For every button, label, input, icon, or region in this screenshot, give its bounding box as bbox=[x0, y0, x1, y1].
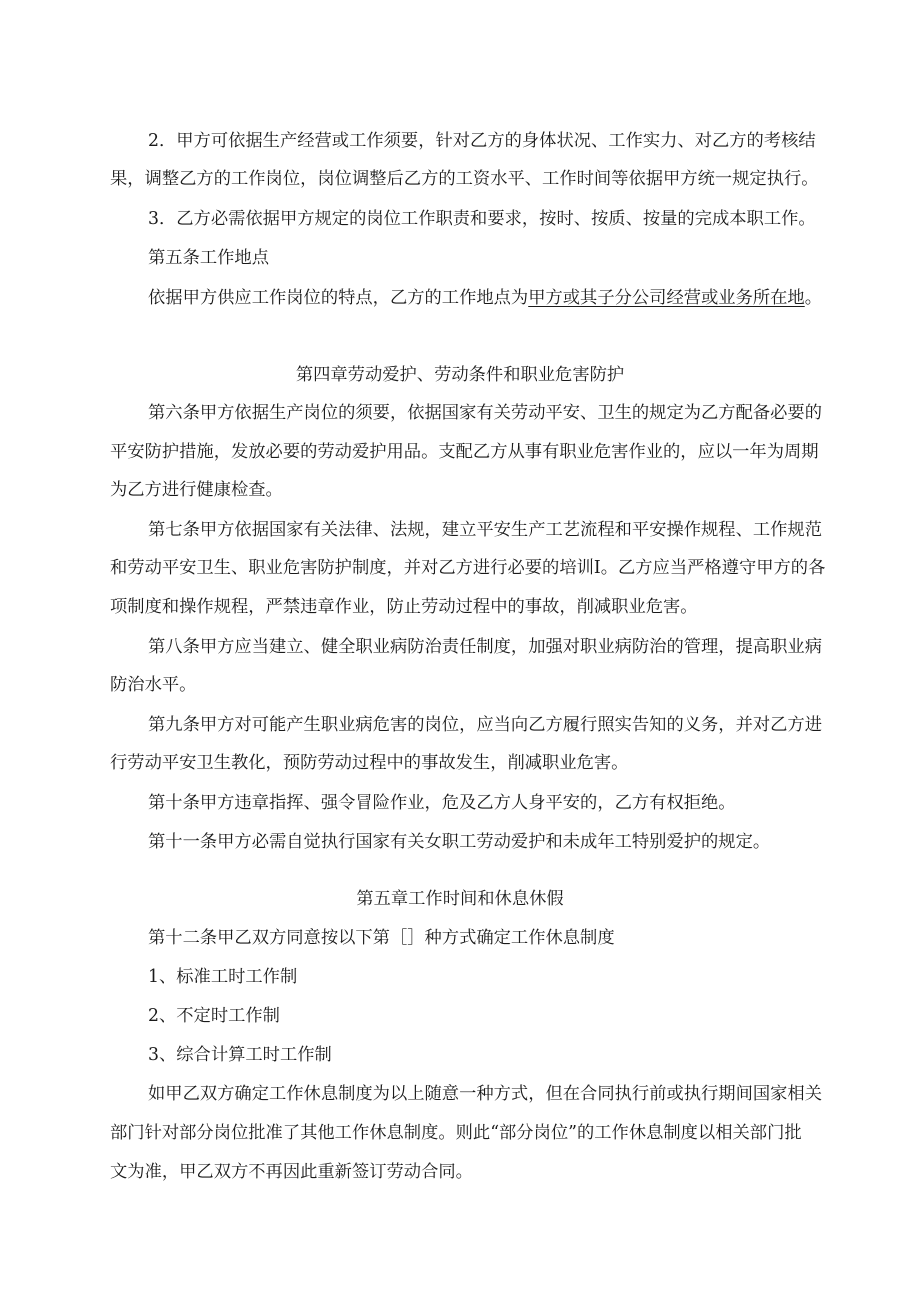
article-6-line-3: 为乙方进行健康检查。 bbox=[110, 480, 283, 500]
work-hour-option-1: 1、标准工时工作制 bbox=[148, 967, 298, 987]
article-5-text-suffix: 。 bbox=[804, 288, 823, 308]
article-12-line-3: 文为准，甲乙双方不再因此重新签订劳动合同。 bbox=[110, 1162, 473, 1182]
article-9-line-2: 行劳动平安卫生教化，预防劳动过程中的事故发生，削减职业危害。 bbox=[110, 753, 629, 773]
article-10: 第十条甲方违章指挥、强令冒险作业，危及乙方人身平安的，乙方有权拒绝。 bbox=[148, 793, 736, 813]
work-hour-option-3: 3、综合计算工时工作制 bbox=[148, 1045, 332, 1065]
article-5-text bbox=[148, 286, 822, 310]
article-8-line-2: 防治水平。 bbox=[110, 675, 197, 695]
article-7-line-2: 和劳动平安卫生、职业危害防护制度，并对乙方进行必要的培训I。乙方应当严格遵守甲方的各 bbox=[110, 558, 826, 578]
article-12-intro: 第十二条甲乙双方同意按以下第［］种方式确定工作休息制度 bbox=[148, 928, 615, 948]
article-5-text-prefix: 依据甲方供应工作岗位的特点，乙方的工作地点为 bbox=[148, 288, 529, 308]
article-12-line-1: 如甲乙双方确定工作休息制度为以上随意一种方式，但在合同执行前或执行期间国家相关 bbox=[148, 1084, 822, 1104]
article-7-line-3: 项制度和操作规程，严禁违章作业，防止劳动过程中的事故，削减职业危害。 bbox=[110, 597, 698, 617]
work-hour-option-2: 2、不定时工作制 bbox=[148, 1006, 280, 1026]
clause-2-line-2: 果，调整乙方的工作岗位，岗位调整后乙方的工资水平、工作时间等依据甲方统一规定执行。 bbox=[110, 169, 819, 189]
article-9-line-1: 第九条甲方对可能产生职业病危害的岗位，应当向乙方履行照实告知的义务，并对乙方进 bbox=[148, 715, 822, 735]
chapter-4-title: 第四章劳动爱护、劳动条件和职业危害防护 bbox=[295, 365, 625, 385]
article-6-line-1: 第六条甲方依据生产岗位的须要，依据国家有关劳动平安、卫生的规定为乙方配备必要的 bbox=[148, 403, 822, 423]
work-location-underlined: 甲方或其子分公司经营或业务所在地 bbox=[528, 288, 805, 308]
article-6-line-2: 平安防护措施，发放必要的劳动爱护用品。支配乙方从事有职业危害作业的，应以一年为周期 bbox=[110, 442, 819, 462]
article-5-title: 第五条工作地点 bbox=[148, 248, 269, 268]
article-7-line-1: 第七条甲方依据国家有关法律、法规，建立平安生产工艺流程和平安操作规程、工作规范 bbox=[148, 520, 822, 540]
article-8-line-1: 第八条甲方应当建立、健全职业病防治责任制度，加强对职业病防治的管理，提高职业病 bbox=[148, 637, 822, 657]
article-12-line-2: 部门针对部分岗位批准了其他工作休息制度。则此“部分岗位”的工作休息制度以相关部门批 bbox=[110, 1123, 802, 1143]
clause-2-line-1: 2．甲方可依据生产经营或工作须要，针对乙方的身体状况、工作实力、对乙方的考核结 bbox=[148, 131, 816, 151]
clause-3: 3．乙方必需依据甲方规定的岗位工作职责和要求，按时、按质、按量的完成本职工作。 bbox=[148, 209, 816, 229]
chapter-5-title: 第五章工作时间和休息休假 bbox=[356, 889, 564, 909]
article-11: 第十一条甲方必需自觉执行国家有关女职工劳动爱护和未成年工特别爱护的规定。 bbox=[148, 832, 771, 852]
